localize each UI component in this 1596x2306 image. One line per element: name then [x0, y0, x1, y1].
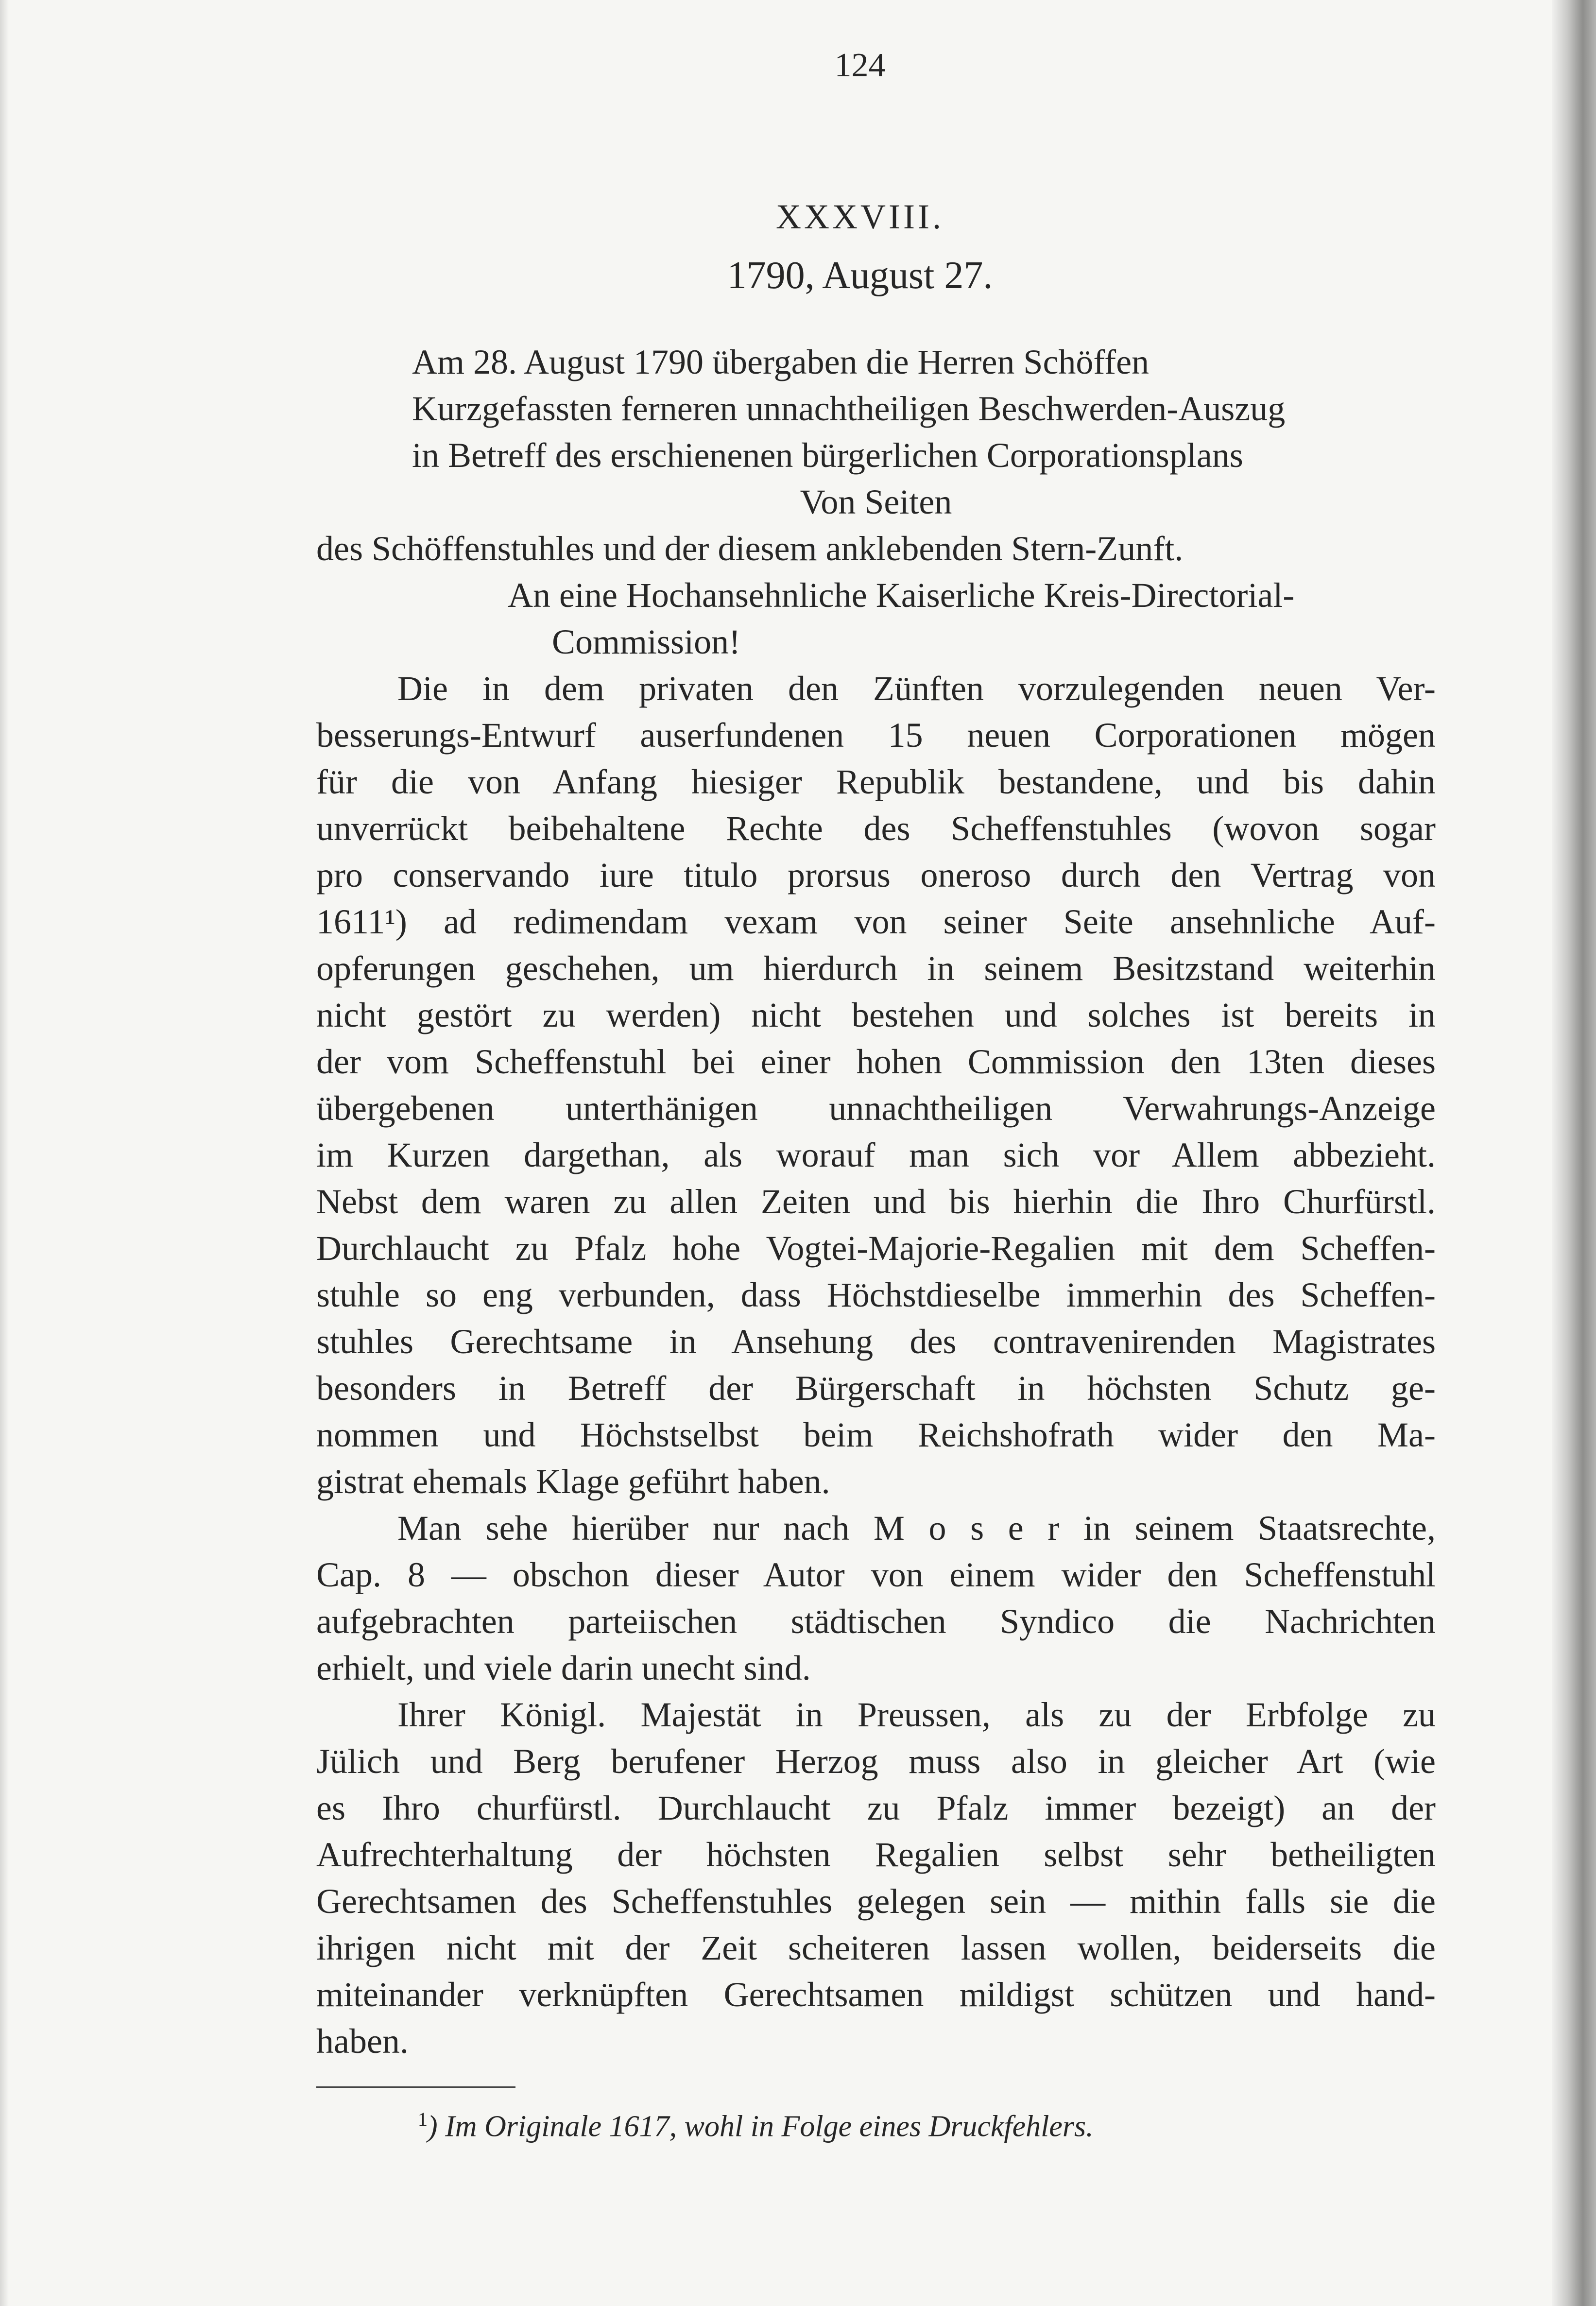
text-line: unverrückt beibehaltene Rechte des Scheffenstuhles (wovon sogar	[316, 809, 1436, 848]
text-line: haben.	[316, 2022, 409, 2061]
text-line: pro conservando iure titulo prorsus oneroso durch den Vertrag von	[316, 856, 1436, 895]
text-line: ihrigen nicht mit der Zeit scheiteren lassen wollen, beiderseits die	[316, 1928, 1436, 1967]
page-left-edge	[0, 0, 9, 2306]
footnote-text: ) Im Originale 1617, wohl in Folge eines Druckfehlers.	[428, 2110, 1094, 2143]
text-line: besserungs-Entwurf auserfundenen 15 neuen Corporationen mögen	[316, 716, 1436, 755]
text-line: stuhles Gerechtsame in Ansehung des contravenirenden Magistrates	[316, 1322, 1436, 1361]
document-number-heading: XXXVIII.	[776, 197, 944, 236]
text-line: Jülich und Berg berufener Herzog muss also in gleicher Art (wie	[316, 1742, 1436, 1781]
text-line: Von Seiten	[800, 482, 952, 521]
text-line: An eine Hochansehnliche Kaiserliche Kreis-Directorial-	[508, 576, 1295, 615]
text-line: opferungen geschehen, um hierdurch in seinem Besitzstand weiterhin	[316, 949, 1436, 988]
text-line: in Betreff des erschienenen bürgerlichen Corporationsplans	[412, 436, 1243, 475]
text-line: Gerechtsamen des Scheffenstuhles gelegen sein — mithin falls sie die	[316, 1882, 1436, 1921]
text-line: 1611¹) ad redimendam vexam von seiner Seite ansehnliche Auf-	[316, 902, 1436, 941]
text-line: Durchlaucht zu Pfalz hohe Vogtei-Majorie-Regalien mit dem Scheffen-	[316, 1229, 1436, 1268]
text-line: Die in dem privaten den Zünften vorzulegenden neuen Ver-	[397, 669, 1436, 708]
text-line: Cap. 8 — obschon dieser Autor von einem wider den Scheffenstuhl	[316, 1555, 1436, 1594]
text-line: stuhle so eng verbunden, dass Höchstdieselbe immerhin des Scheffen-	[316, 1275, 1436, 1314]
text-line: Nebst dem waren zu allen Zeiten und bis hierhin die Ihro Churfürstl.	[316, 1182, 1436, 1221]
text-line: miteinander verknüpften Gerechtsamen mildigst schützen und hand-	[316, 1975, 1436, 2014]
footnote-marker: 1	[418, 2108, 428, 2130]
text-line: der vom Scheffenstuhl bei einer hohen Commission den 13ten dieses	[316, 1042, 1436, 1081]
text-line: erhielt, und viele darin unecht sind.	[316, 1649, 811, 1687]
text-line: Man sehe hierüber nur nach M o s e r in seinem Staatsrechte,	[397, 1509, 1436, 1548]
text-line: Ihrer Königl. Majestät in Preussen, als zu der Erbfolge zu	[397, 1695, 1436, 1734]
text-line: im Kurzen dargethan, als worauf man sich vor Allem abbezieht.	[316, 1136, 1436, 1174]
text-line: besonders in Betreff der Bürgerschaft in höchsten Schutz ge-	[316, 1369, 1436, 1408]
page-number: 124	[834, 47, 886, 84]
text-line: für die von Anfang hiesiger Republik bestandene, und bis dahin	[316, 762, 1436, 801]
text-line: nicht gestört zu werden) nicht bestehen und solches ist bereits in	[316, 996, 1436, 1034]
text-line: übergebenen unterthänigen unnachtheiligen Verwahrungs-Anzeige	[316, 1089, 1436, 1128]
text-line: nommen und Höchstselbst beim Reichshofrath wider den Ma-	[316, 1415, 1436, 1454]
document-date-heading: 1790, August 27.	[727, 254, 993, 297]
text-line: des Schöffenstuhles und der diesem anklebenden Stern-Zunft.	[316, 529, 1184, 568]
text-line: gistrat ehemals Klage geführt haben.	[316, 1462, 830, 1501]
text-line: aufgebrachten parteiischen städtischen Syndico die Nachrichten	[316, 1602, 1436, 1641]
text-line: Aufrechterhaltung der höchsten Regalien selbst sehr betheiligten	[316, 1835, 1436, 1874]
text-line: Kurzgefassten ferneren unnachtheiligen Beschwerden-Auszug	[412, 389, 1286, 428]
footnote	[418, 2108, 1094, 2144]
book-gutter-shadow	[1552, 0, 1596, 2306]
footnote-divider	[316, 2086, 515, 2088]
text-line: Commission!	[552, 622, 741, 661]
text-line: es Ihro churfürstl. Durchlaucht zu Pfalz immer bezeigt) an der	[316, 1789, 1436, 1827]
body-text	[316, 339, 1436, 2065]
text-line: Am 28. August 1790 übergaben die Herren Schöffen	[412, 343, 1150, 381]
